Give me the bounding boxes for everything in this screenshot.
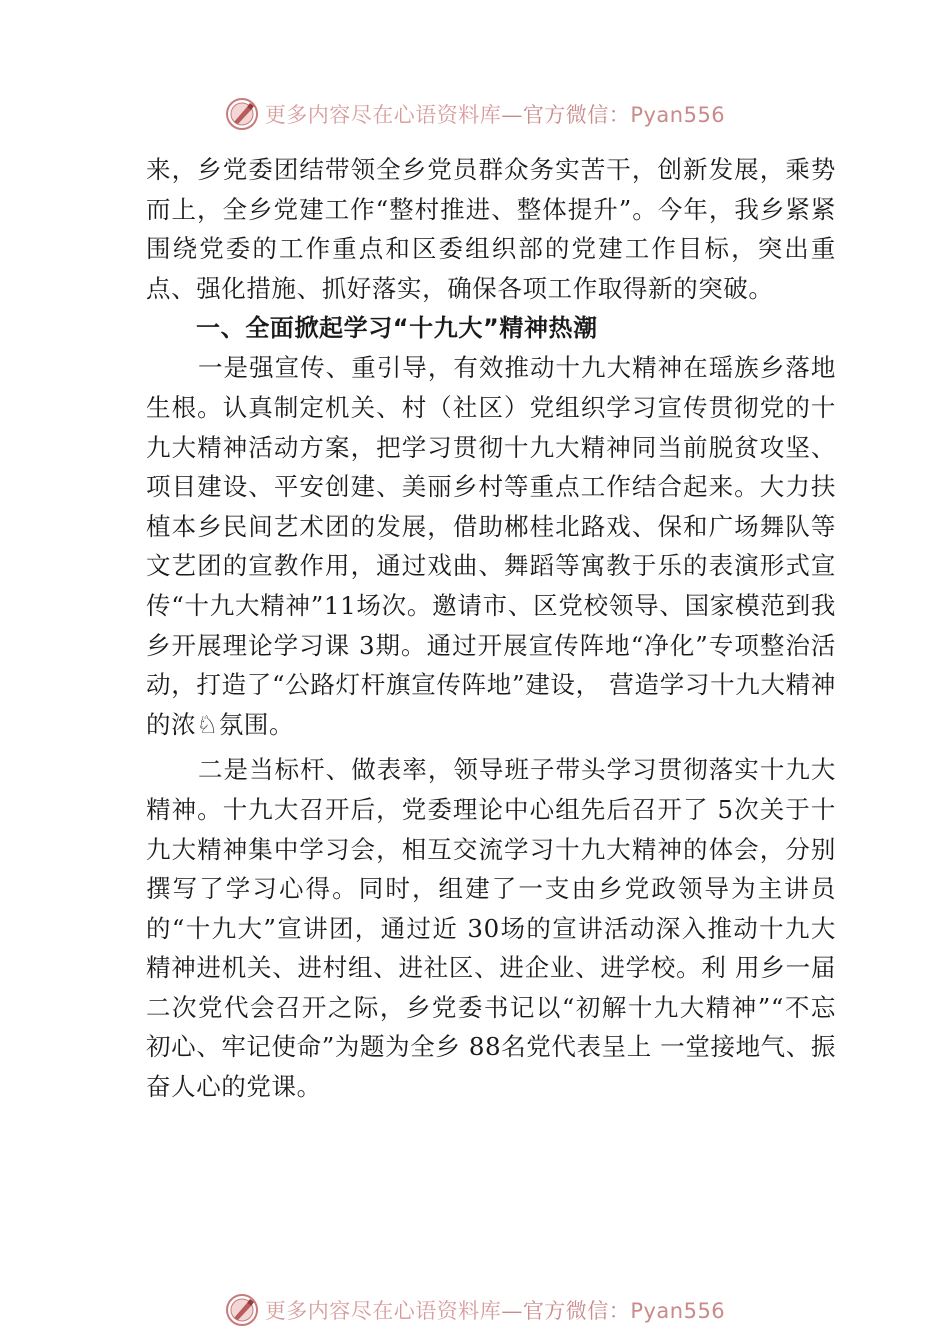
opening-paragraph: 来，乡党委团结带领全乡党员群众务实苦干，创新发展，乘势而上，全乡党建工作“整村推进、整体提升”。今年，我乡紧紧围绕党委的工作重点和区委组织部的党建工作目标，突出重点、强化措施、抓好落实，确保各项工作取得新的突破。 xyxy=(146,155,836,303)
document-body xyxy=(146,150,836,1107)
watermark-main: 更多内容尽在心语资料库 xyxy=(264,103,502,127)
paragraph-1: 一是强宣传、重引导，有效推动十九大精神在瑶族乡落地生根。认真制定机关、村（社区）党组织学习宣传贯彻党的十九大精神活动方案，把学习贯彻十九大精神同当前脱贫攻坚、项目建设、平安创建、美丽乡村等重点工作结合起来。大力扶植本乡民间艺术团的发展，借助郴桂北路戏、保和广场舞队等文艺团的宣教作用，通过戏曲、舞蹈等寓教于乐的表演形式宣传“十九大精神”11场次。邀请市、区党校领导、国家模范到我乡开展理论学习课 3期。通过开展宣传阵地“净化”专项整治活动，打造了“公路灯杆旗宣传阵地”建设， 营造学习十九大精神的浓♘氛围。 xyxy=(146,353,836,739)
watermark-text xyxy=(265,1295,725,1325)
footer-watermark xyxy=(0,1290,950,1330)
watermark-main: 更多内容尽在心语资料库 xyxy=(264,1299,502,1323)
watermark-text xyxy=(265,99,725,129)
section-heading: 一、全面掀起学习“十九大”精神热潮 xyxy=(196,314,598,343)
header-watermark xyxy=(0,94,950,134)
pen-nib-seal-icon xyxy=(225,1293,259,1327)
watermark-id: Pyan556 xyxy=(630,1299,726,1323)
paragraph-2: 二是当标杆、做表率，领导班子带头学习贯彻落实十九大精神。十九大召开后，党委理论中心组先后召开了 5次关于十九大精神集中学习会，相互交流学习十九大精神的体会，分别撰写了学习心得。同时，组建了一支由乡党政领导为主讲员的“十九大”宣讲团，通过近 30场的宣讲活动深入推动十九大精神进机关、进村组、进社区、进企业、进学校。利 用乡一届二次党代会召开之际，乡党委书记以“初解十九大精神”“不忘初心、牢记使命”为题为全乡 88名党代表呈上 一堂接地气、振奋人心的党课。 xyxy=(146,755,836,1102)
watermark-wechat: 官方微信： xyxy=(522,103,631,127)
watermark-id: Pyan556 xyxy=(630,103,726,127)
watermark-dash: — xyxy=(501,103,523,127)
pen-nib-seal-icon xyxy=(225,97,259,131)
watermark-wechat: 官方微信： xyxy=(522,1299,631,1323)
watermark-dash: — xyxy=(501,1299,523,1323)
